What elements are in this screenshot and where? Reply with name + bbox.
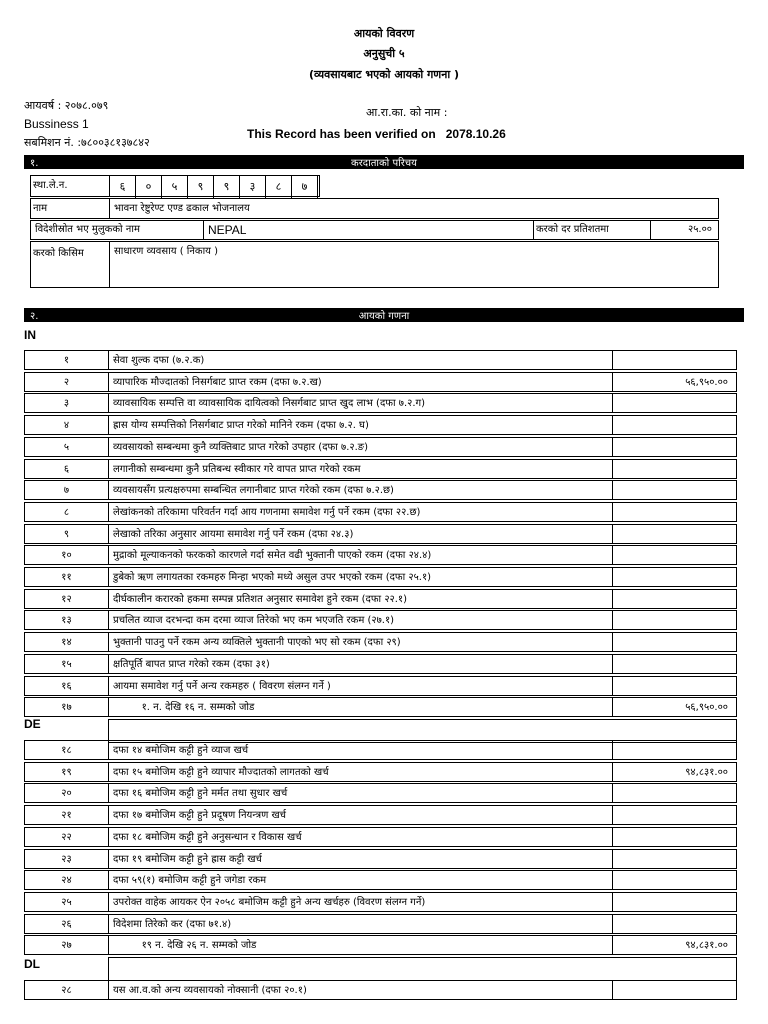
row-number: २० bbox=[24, 783, 108, 803]
blank-row bbox=[108, 957, 737, 981]
pan-digit: ९ bbox=[188, 176, 214, 198]
section1-number: १. bbox=[30, 158, 39, 169]
row-amount bbox=[613, 437, 737, 457]
row-amount bbox=[613, 524, 737, 544]
row-amount bbox=[613, 480, 737, 500]
section2-header bbox=[24, 308, 744, 322]
form-title: आयको विवरण bbox=[353, 27, 415, 40]
row-number: ७ bbox=[24, 480, 108, 500]
row-number: २८ bbox=[24, 980, 108, 1000]
row-number: १ bbox=[24, 350, 108, 370]
row-description: दफा १५ बमोजिम कट्टी हुने व्यापार मौज्दातको लागतको खर्च bbox=[108, 762, 613, 782]
row-description: दफा १६ बमोजिम कट्टी हुने मर्मत तथा सुधार खर्च bbox=[108, 783, 613, 803]
row-amount: ५६,९५०.०० bbox=[613, 372, 737, 392]
row-number: ५ bbox=[24, 437, 108, 457]
row-number: २७ bbox=[24, 935, 108, 955]
pan-digit: ३ bbox=[240, 176, 266, 198]
row-amount bbox=[613, 740, 737, 760]
row-description: मुद्राको मूल्याकनको फरकको कारणले गर्दा समेत वढी भुक्तानी पाएको रकम (दफा २४.४) bbox=[108, 545, 613, 565]
row-description: १. न. देखि १६ न. सम्मको जोड bbox=[108, 697, 613, 717]
row-description: दफा १४ बमोजिम कट्टी हुने व्याज खर्च bbox=[108, 740, 613, 760]
row-amount bbox=[613, 805, 737, 825]
row-number: २६ bbox=[24, 914, 108, 934]
pan-digit: ६ bbox=[110, 176, 136, 198]
row-description: आयमा समावेश गर्नु पर्ने अन्य रकमहरु ( विवरण संलग्न गर्ने ) bbox=[108, 676, 613, 696]
row-description: व्यवसायसँग प्रत्यक्षरुपमा सम्बन्धित लगानीबाट प्राप्त गरेको रकम (दफा ७.२.छ) bbox=[108, 480, 613, 500]
section1-caption: करदाताको परिचय bbox=[351, 158, 417, 169]
row-description: व्यावसायिक सम्पत्ति वा व्यावसायिक दायित्वको निसर्गबाट प्राप्त खुद लाभ (दफा ७.२.ग) bbox=[108, 393, 613, 413]
pan-digit: ५ bbox=[162, 176, 188, 198]
row-number: २३ bbox=[24, 849, 108, 869]
row-amount bbox=[613, 415, 737, 435]
row-amount: ९४,८३१.०० bbox=[613, 935, 737, 955]
row-number: ४ bbox=[24, 415, 108, 435]
row-description: दफा १७ बमोजिम कट्टी हुने प्रदूषण नियन्त्रण खर्च bbox=[108, 805, 613, 825]
row-description: दफा ५९(१) बमोजिम कट्टी हुने जगेडा रकम bbox=[108, 870, 613, 890]
pan-digit: ७ bbox=[292, 176, 318, 198]
tax-type-label: करको किसिम bbox=[30, 241, 110, 288]
row-amount bbox=[613, 914, 737, 934]
row-description: दीर्घकालीन करारको हकमा सम्पन्न प्रतिशत अनुसार समावेश हुने रकम (दफा २२.१) bbox=[108, 589, 613, 609]
country-value: NEPAL bbox=[203, 220, 534, 240]
tax-rate-value: २५.०० bbox=[650, 220, 719, 240]
row-amount bbox=[613, 654, 737, 674]
row-description: क्षतिपूर्ति बापत प्राप्त गरेको रकम (दफा ३१) bbox=[108, 654, 613, 674]
row-amount bbox=[613, 393, 737, 413]
row-description: विदेशमा तिरेको कर (दफा ७१.४) bbox=[108, 914, 613, 934]
row-amount bbox=[613, 632, 737, 652]
row-amount bbox=[613, 350, 737, 370]
row-number: ११ bbox=[24, 567, 108, 587]
row-description: लेखांकनको तरिकामा परिवर्तन गर्दा आय गणनामा समावेश गर्नु पर्ने रकम (दफा २२.छ) bbox=[108, 502, 613, 522]
submission-number: सबमिशन नं. :७८००३८१३७८४२ bbox=[24, 136, 150, 149]
row-amount: ५६,९५०.०० bbox=[613, 697, 737, 717]
fiscal-year: आयवर्ष : २०७८.०७९ bbox=[24, 99, 109, 112]
row-description: प्रचलित व्याज दरभन्दा कम दरमा व्याज तिरेको भए कम भएजति रकम (२७.१) bbox=[108, 610, 613, 630]
row-amount bbox=[613, 502, 737, 522]
row-description: दफा १८ बमोजिम कट्टी हुने अनुसन्धान र विकास खर्च bbox=[108, 827, 613, 847]
row-amount bbox=[613, 545, 737, 565]
row-description: सेवा शुल्क दफा (७.२.क) bbox=[108, 350, 613, 370]
row-number: ६ bbox=[24, 459, 108, 479]
row-description: व्यवसायको सम्बन्धमा कुनै व्यक्तिबाट प्राप्त गरेको उपहार (दफा ७.२.ङ) bbox=[108, 437, 613, 457]
tax-office-name: आ.रा.का. को नाम : bbox=[366, 106, 448, 119]
income-section-label: IN bbox=[24, 328, 36, 342]
name-label: नाम bbox=[30, 198, 110, 219]
row-description: ह्रास योग्य सम्पत्तिको निसर्गबाट प्राप्त गरेको मानिने रकम (दफा ७.२. घ) bbox=[108, 415, 613, 435]
row-number: २२ bbox=[24, 827, 108, 847]
row-number: १३ bbox=[24, 610, 108, 630]
row-amount bbox=[613, 849, 737, 869]
taxpayer-name: भावना रेष्टुरेण्ट एण्ड ढकाल भोजनालय bbox=[109, 198, 719, 219]
row-number: १५ bbox=[24, 654, 108, 674]
tax-rate-label: करको दर प्रतिशतमा bbox=[533, 220, 651, 240]
row-description: भुक्तानी पाउनु पर्ने रकम अन्य व्यक्तिले भुक्तानी पाएको भए सो रकम (दफा २९) bbox=[108, 632, 613, 652]
row-description: व्यापारिक मौज्दातको निसर्गबाट प्राप्त रकम (दफा ७.२.ख) bbox=[108, 372, 613, 392]
row-number: ९ bbox=[24, 524, 108, 544]
pan-label: स्था.ले.न. bbox=[30, 175, 110, 197]
row-description: यस आ.व.को अन्य व्यवसायको नोक्सानी (दफा २०.१) bbox=[108, 980, 613, 1000]
row-amount bbox=[613, 459, 737, 479]
row-description: डुबेको ऋण लगायतका रकमहरु मिन्हा भएको मध्ये असुल उपर भएको रकम (दफा २५.१) bbox=[108, 567, 613, 587]
section2-number: २. bbox=[30, 311, 39, 322]
row-number: १७ bbox=[24, 697, 108, 717]
pan-digit: ९ bbox=[214, 176, 240, 198]
form-schedule: अनुसुची ५ bbox=[363, 47, 405, 60]
row-amount bbox=[613, 610, 737, 630]
row-number: १४ bbox=[24, 632, 108, 652]
loss-section-label: DL bbox=[24, 957, 40, 971]
tax-type-value: साधारण व्यवसाय ( निकाय ) bbox=[109, 241, 719, 288]
row-amount: ९४,८३१.०० bbox=[613, 762, 737, 782]
row-amount bbox=[613, 567, 737, 587]
row-description: उपरोक्त वाहेक आयकर ऐन २०५८ बमोजिम कट्टी हुने अन्य खर्चहरु (विवरण संलग्न गर्ने) bbox=[108, 892, 613, 912]
section2-caption: आयको गणना bbox=[358, 311, 410, 322]
row-amount bbox=[613, 589, 737, 609]
row-amount bbox=[613, 827, 737, 847]
row-number: १२ bbox=[24, 589, 108, 609]
form-subtitle: (व्यवसायबाट भएको आयको गणना ) bbox=[308, 68, 460, 81]
row-amount bbox=[613, 783, 737, 803]
row-number: १६ bbox=[24, 676, 108, 696]
business-label: Bussiness 1 bbox=[24, 117, 89, 131]
row-description: लगानीको सम्बन्धमा कुनै प्रतिबन्ध स्वीकार गरे वापत प्राप्त गरेको रकम bbox=[108, 459, 613, 479]
row-amount bbox=[613, 892, 737, 912]
row-description: दफा १९ बमोजिम कट्टी हुने ह्रास कट्टी खर्च bbox=[108, 849, 613, 869]
pan-digit: ८ bbox=[266, 176, 292, 198]
row-number: २१ bbox=[24, 805, 108, 825]
row-amount bbox=[613, 676, 737, 696]
verified-statement: This Record has been verified on 2078.10.26 bbox=[247, 127, 506, 141]
row-number: २ bbox=[24, 372, 108, 392]
pan-digit: ० bbox=[136, 176, 162, 198]
row-number: १८ bbox=[24, 740, 108, 760]
row-number: २५ bbox=[24, 892, 108, 912]
row-number: २४ bbox=[24, 870, 108, 890]
row-description: लेखाको तरिका अनुसार आयमा समावेश गर्नु पर्ने रकम (दफा २४.३) bbox=[108, 524, 613, 544]
row-number: ३ bbox=[24, 393, 108, 413]
row-description: १९ न. देखि २६ न. सम्मको जोड bbox=[108, 935, 613, 955]
row-number: १९ bbox=[24, 762, 108, 782]
country-label: विदेशीस्रोत भए मुलुकको नाम bbox=[30, 220, 204, 240]
deduction-section-label: DE bbox=[24, 717, 41, 731]
row-amount bbox=[613, 980, 737, 1000]
section1-header bbox=[24, 155, 744, 169]
pan-digits-box bbox=[109, 175, 320, 197]
row-number: १० bbox=[24, 545, 108, 565]
row-amount bbox=[613, 870, 737, 890]
row-number: ८ bbox=[24, 502, 108, 522]
